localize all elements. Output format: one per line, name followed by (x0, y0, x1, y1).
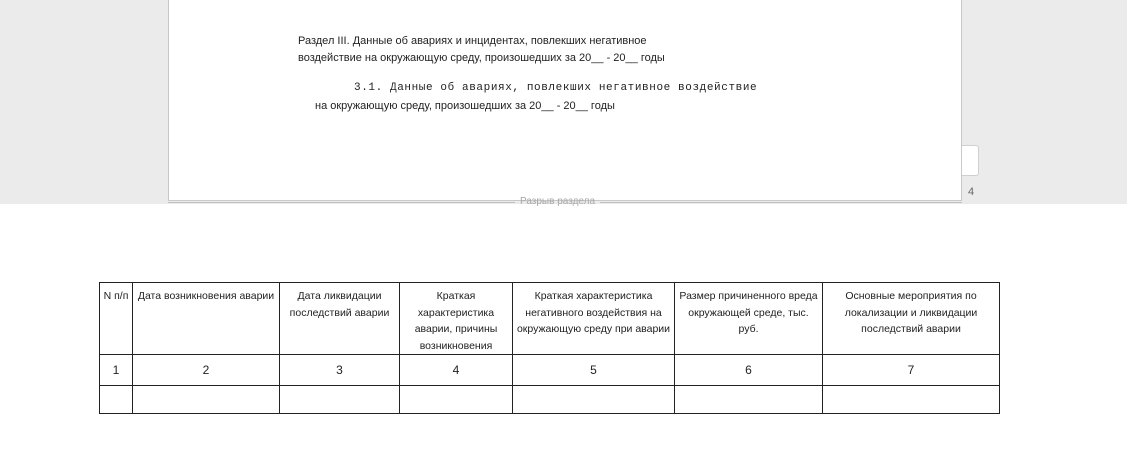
table-cell[interactable] (280, 386, 400, 414)
column-number-cell[interactable]: 6 (675, 355, 823, 386)
section-break-label: Разрыв раздела (520, 196, 596, 207)
section-break-rule-left (168, 202, 515, 203)
margin-comment-marker[interactable] (962, 145, 979, 176)
section-title-line-2: воздействие на окружающую среду, произошедших за 20__ - 20__ годы (298, 52, 665, 64)
table-cell[interactable] (133, 386, 280, 414)
subsection-title-line-1: 3.1. Данные об авариях, повлекших негативное воздействие (354, 82, 758, 94)
column-number-cell[interactable]: 7 (823, 355, 1000, 386)
table-cell[interactable] (100, 386, 133, 414)
table-cell[interactable] (675, 386, 823, 414)
table-row (100, 386, 1000, 414)
header-cell-number[interactable]: N п/п (100, 283, 133, 355)
column-number-cell[interactable]: 2 (133, 355, 280, 386)
table-header-row (100, 283, 1000, 355)
table-cell[interactable] (513, 386, 675, 414)
table-cell[interactable] (823, 386, 1000, 414)
table-numbering-row (100, 355, 1000, 386)
header-cell-accident-description[interactable]: Краткая характеристика аварии, причины возникновения (400, 283, 513, 355)
subsection-title-line-2: на окружающую среду, произошедших за 20__ - 20__ годы (315, 100, 615, 112)
column-number-cell[interactable]: 3 (280, 355, 400, 386)
section-break (168, 196, 962, 208)
header-cell-impact-description[interactable]: Краткая характеристика негативного воздействия на окружающую среду при аварии (513, 283, 675, 355)
page-number: 4 (968, 186, 975, 198)
column-number-cell[interactable]: 1 (100, 355, 133, 386)
header-cell-measures[interactable]: Основные мероприятия по локализации и ликвидации последствий аварии (823, 283, 1000, 355)
section-break-rule-right (600, 202, 962, 203)
table-cell[interactable] (400, 386, 513, 414)
header-cell-damage-amount[interactable]: Размер причиненного вреда окружающей среде, тыс. руб. (675, 283, 823, 355)
section-title-line-1: Раздел III. Данные об авариях и инцидентах, повлекших негативное (298, 35, 647, 47)
accidents-table[interactable] (99, 282, 1000, 414)
header-cell-start-date[interactable]: Дата возникновения аварии (133, 283, 280, 355)
header-cell-end-date[interactable]: Дата ликвидации последствий аварии (280, 283, 400, 355)
column-number-cell[interactable]: 5 (513, 355, 675, 386)
column-number-cell[interactable]: 4 (400, 355, 513, 386)
